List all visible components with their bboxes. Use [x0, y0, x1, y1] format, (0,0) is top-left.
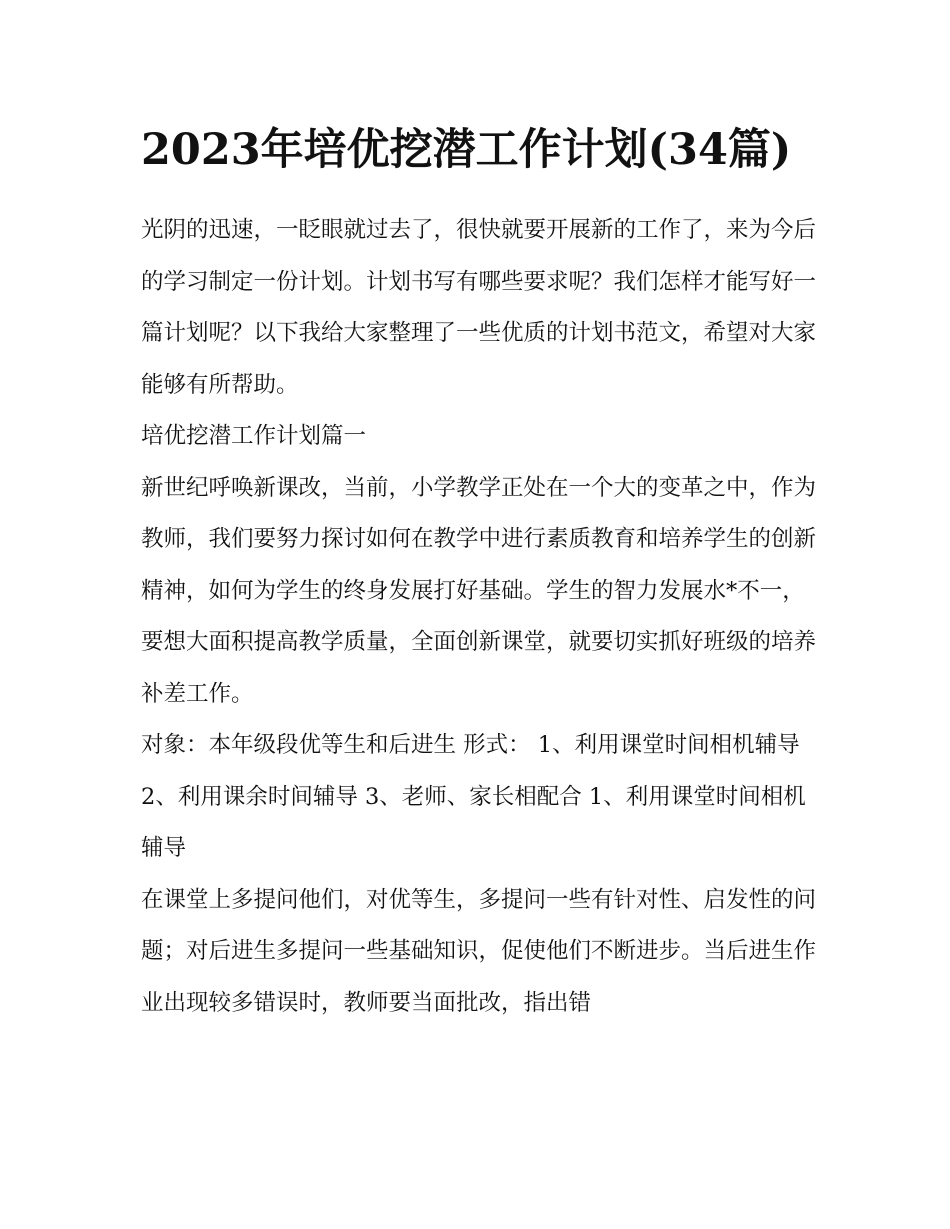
section-heading: 培优挖潜工作计划篇一	[141, 423, 367, 449]
document-title: 2023年培优挖潜工作计划(34篇)	[141, 125, 792, 175]
document-page	[141, 118, 816, 1029]
body-paragraph: 在课堂上多提问他们，对优等生，多提问一些有针对性、启发性的问题；对后进生多提问一些基础知识，促使他们不断进步。当后进生作业出现较多错误时，教师要当面批改，指出错	[141, 886, 817, 1016]
body-paragraph: 新世纪呼唤新课改，当前，小学教学正处在一个大的变革之中，作为教师，我们要努力探讨如何在教学中进行素质教育和培养学生的创新精神，如何为学生的终身发展打好基础。学生的智力发展水*不一，要想大面积提高教学质量，全面创新课堂，就要切实抓好班级的培养补差工作。	[141, 474, 817, 707]
body-paragraph: 对象：本年级段优等生和后进生 形式： 1、利用课堂时间相机辅导 2、利用课余时间辅导 3、老师、家长相配合 1、利用课堂时间相机辅导	[141, 732, 806, 861]
intro-paragraph: 光阴的迅速，一眨眼就过去了，很快就要开展新的工作了，来为今后的学习制定一份计划。计划书写有哪些要求呢？我们怎样才能写好一篇计划呢？以下我给大家整理了一些优质的计划书范文，希望对大家能够有所帮助。	[141, 217, 817, 398]
